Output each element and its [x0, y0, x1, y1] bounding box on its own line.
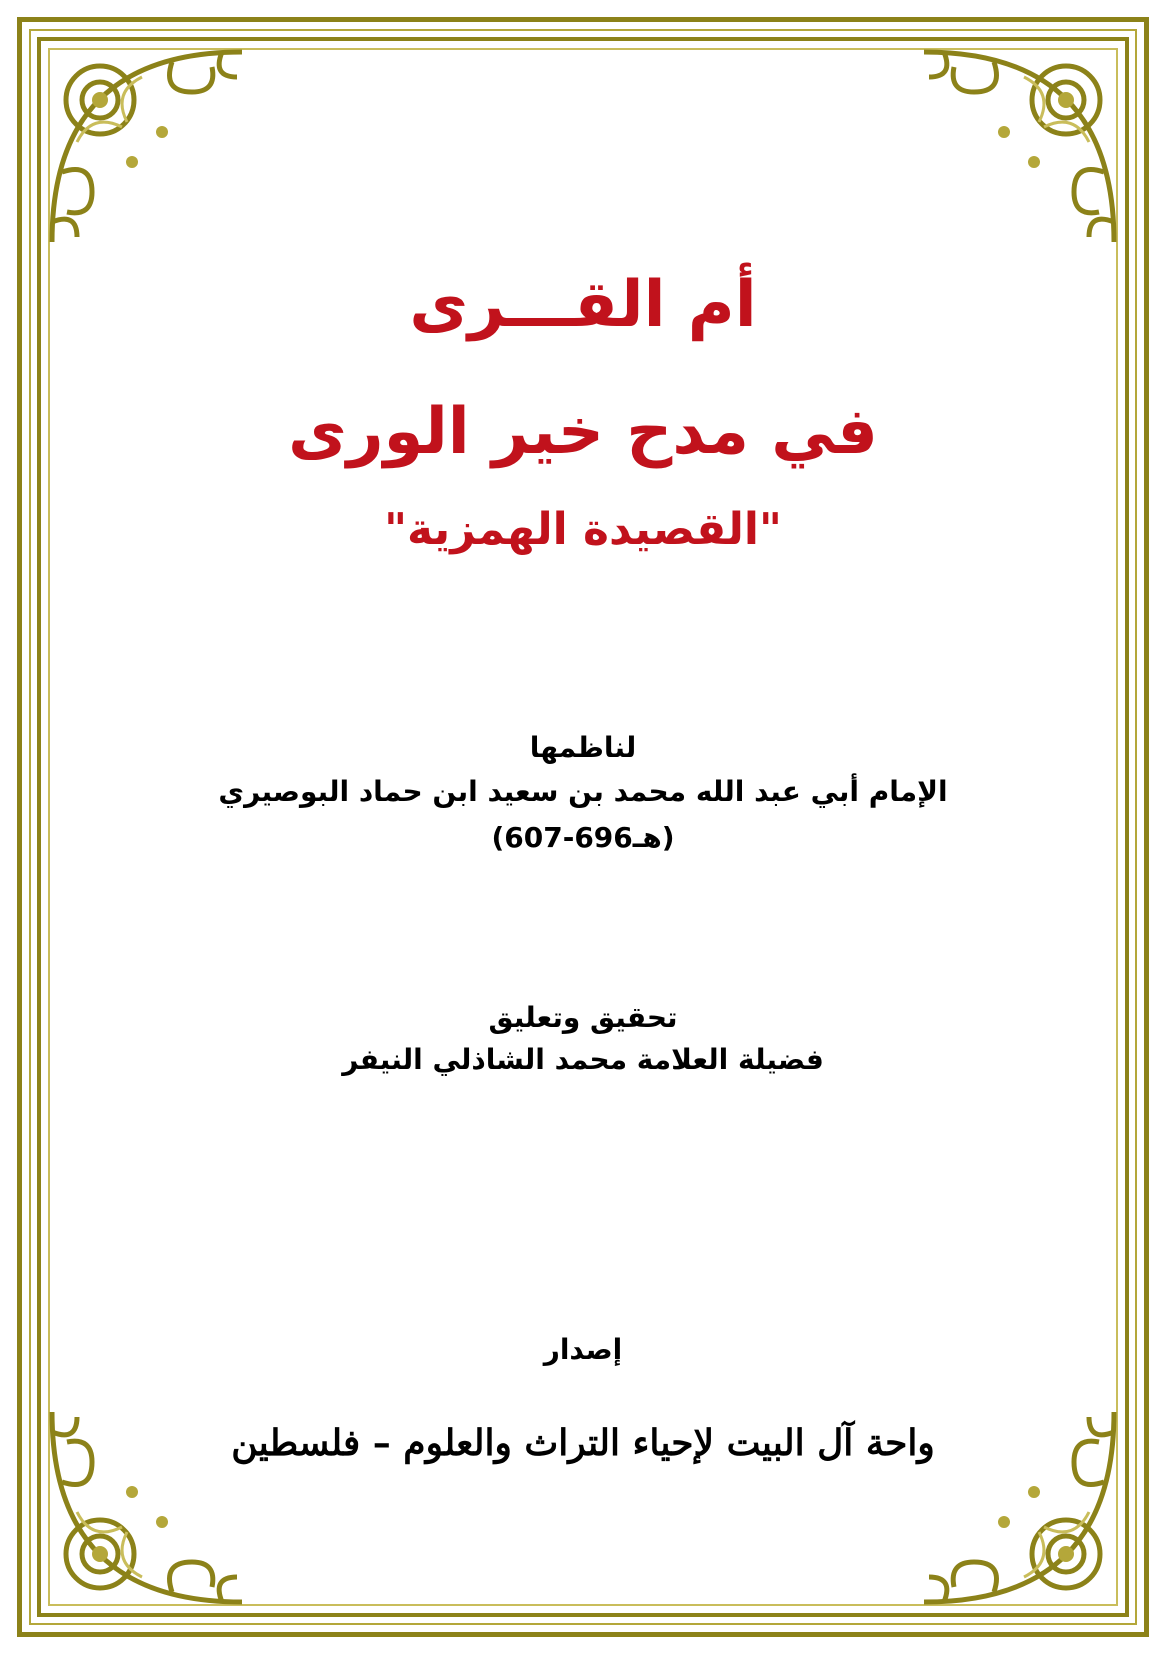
book-subtitle: "القصيدة الهمزية": [384, 504, 782, 555]
publisher-intro: إصدار: [543, 1333, 623, 1366]
author-dates: (607-696هـ): [491, 821, 675, 854]
editor-name: فضيلة العلامة محمد الشاذلي النيفر: [342, 1043, 824, 1076]
author-name: الإمام أبي عبد الله محمد بن سعيد ابن حماد البوصيري: [218, 775, 948, 808]
publisher-name: واحة آل البيت لإحياء التراث والعلوم – فلسطين: [231, 1422, 935, 1464]
editor-intro: تحقيق وتعليق: [488, 1001, 678, 1034]
book-title-line-1: أم القـــرى: [409, 268, 757, 342]
corner-ornament-top-right-icon: [904, 22, 1144, 262]
corner-ornament-top-left-icon: [22, 22, 262, 262]
author-intro: لناظمها: [529, 731, 637, 764]
book-title-line-2: في مدح خير الورى: [288, 395, 878, 469]
